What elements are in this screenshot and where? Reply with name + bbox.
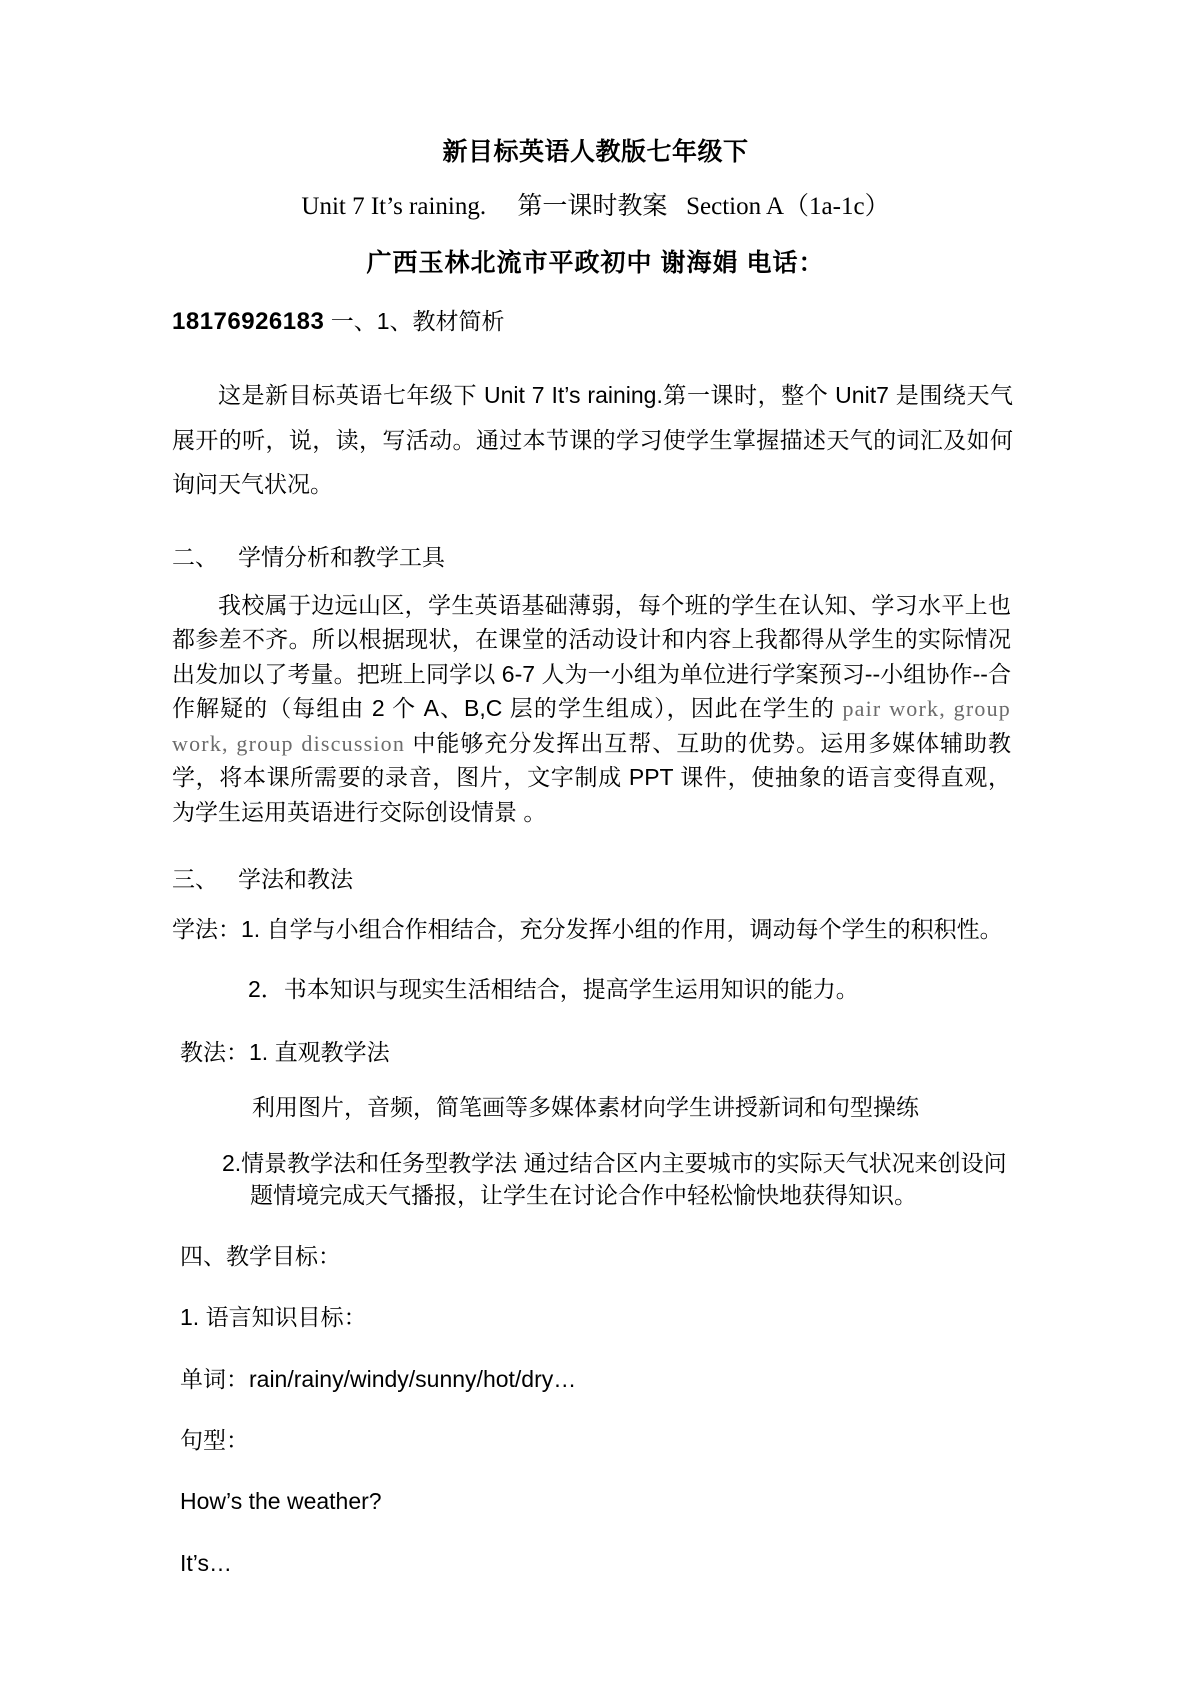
section-3-number: 三、 bbox=[172, 866, 218, 893]
subtitle-lesson: 第一课时教案 bbox=[517, 192, 668, 220]
subtitle-section: Section A（1a-1c） bbox=[686, 193, 890, 220]
phone-and-section1-line bbox=[0, 278, 1191, 343]
jiaofa-item-1: 教法：1. 直观教学法 bbox=[180, 1038, 390, 1065]
section-4-heading: 四、教学目标： bbox=[180, 1242, 341, 1269]
document-subtitle bbox=[0, 167, 1191, 222]
sentence-pattern-label: 句型： bbox=[180, 1426, 249, 1453]
jiaofa-item-2 bbox=[0, 1125, 1191, 1212]
section-2-number: 二、 bbox=[172, 544, 218, 571]
sentence-pattern-answer: It’s… bbox=[180, 1549, 232, 1576]
xuefa-item-1 bbox=[0, 895, 1191, 946]
jiaofa-item-2-text: 2.情景教学法和任务型教学法 通过结合区内主要城市的实际天气状况来创设问题情境完成天气播报，让学生在讨论合作中轻松愉快地获得知识。 bbox=[222, 1149, 1007, 1209]
author-school-line: 广西玉林北流市平政初中 谢海娟 电话： bbox=[366, 249, 825, 277]
subtitle-unit: Unit 7 It’s raining. bbox=[301, 193, 487, 220]
xuefa-item-2: 2．书本知识与现实生活相结合，提高学生运用知识的能力。 bbox=[248, 975, 859, 1002]
section-2-body-part1: 我校属于边远山区，学生英语基础薄弱，每个班的学生在认知、学习水平上也都参差不齐。所以根据现状，在课堂的活动设计和内容上我都得从学生的实际情况出发加以了考量。把班上同学以 6-7 人为一小组为单位进行学案预习--小组协作--合作解疑的（每组由 2 个 A、B,C 层的学生组成），因此在学生的 bbox=[172, 591, 1011, 722]
intro-paragraph: 这是新目标英语七年级下 Unit 7 It’s raining.第一课时，整个 Unit7 是围绕天气展开的听，说，读，写活动。通过本节课的学习使学生掌握描述天气的词汇及如何询问天气状况。 bbox=[172, 381, 1013, 498]
document-title: 新目标英语人教版七年级下 bbox=[442, 138, 749, 166]
section-2-heading bbox=[0, 507, 1191, 573]
section-2-body-part2: 中能够充分发挥出互帮、互助的优势。运用多媒体辅助教学，将本课所需要的录音，图片，文字制成 PPT 课件，使抽象的语言变得直观，为学生运用英语进行交际创设情景 。 bbox=[172, 729, 1011, 825]
section-3-title: 学法和教法 bbox=[238, 866, 353, 893]
section-3-heading bbox=[0, 829, 1191, 895]
phone-number: 18176926183 bbox=[172, 308, 325, 335]
vocabulary-line: 单词：rain/rainy/windy/sunny/hot/dry… bbox=[180, 1365, 577, 1392]
goal-1-heading: 1. 语言知识目标： bbox=[180, 1304, 367, 1331]
section1-heading: 一、1、教材简析 bbox=[330, 308, 505, 334]
section-2-body-english: pair work, group work, group discussion bbox=[172, 696, 1011, 756]
sentence-pattern-question: How’s the weather? bbox=[180, 1488, 382, 1515]
section-2-title: 学情分析和教学工具 bbox=[238, 544, 445, 571]
jiaofa-item-1-detail: 利用图片，音频，简笔画等多媒体素材向学生讲授新词和句型操练 bbox=[252, 1094, 919, 1121]
xuefa-item-1-text: 学法：1. 自学与小组合作相结合，充分发挥小组的作用，调动每个学生的积积性。 bbox=[172, 916, 1003, 943]
section-2-body bbox=[0, 574, 1191, 830]
